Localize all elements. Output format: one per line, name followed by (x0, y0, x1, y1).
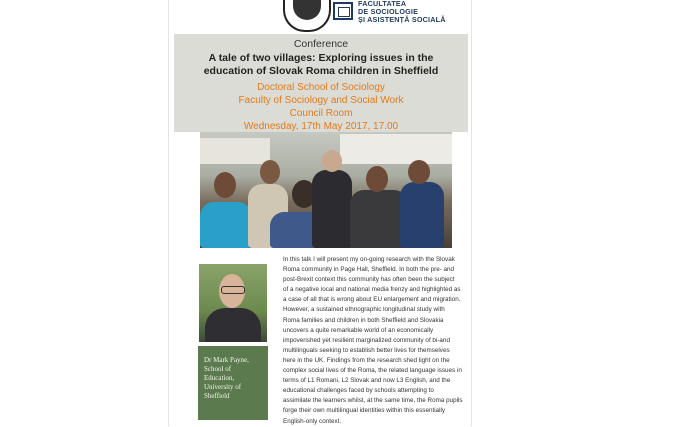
photo-head (260, 160, 280, 184)
photo-head (322, 150, 342, 172)
event-type: Conference (293, 38, 349, 50)
portrait-glasses (221, 286, 245, 294)
poster-page (168, 0, 472, 426)
event-title: A tale of two villages: Exploring issues in the education of Slovak Roma children in Sheffield (203, 52, 439, 77)
university-seal-logo (283, 0, 331, 32)
portrait-suit (205, 308, 261, 342)
photo-building (200, 138, 270, 164)
organizer-school: Doctoral School of Sociology (257, 82, 385, 93)
photo-person (312, 170, 352, 248)
speaker-portrait (199, 264, 267, 342)
speaker-caption: Dr Mark Payne, School of Education, University of Sheffield (198, 346, 268, 420)
event-venue: Council Room (289, 108, 353, 119)
faculty-logo-icon (333, 2, 353, 20)
photo-person (200, 202, 252, 248)
event-header (174, 34, 468, 132)
seal-emblem (293, 0, 321, 20)
talk-abstract: In this talk I will present my on-going research with the Slovak Roma community in Page Hall, Sheffield. In both the pre- and post-Brexit context this community has often been the subject of a negative local and national media frenzy and highlighted as a case of all that is wrong about EU enlargement and migration. However, a sustained ethnographic longitudinal study with Roma families and children in both Sheffield and Slovakia uncovers a quite remarkable world of an economically impoverished yet resilient marginalized community of bi-and multilinguals seeking to establish better lives for themselves here in the UK. Findings from the research shed light on the complex social lives of the Roma, the related language issues in terms of L1 Romani, L2 Slovak and now L3 English, and the educational challenges faced by schools attempting to assimilate the learners whilst, at the same time, the Roma pupils forge their own multilingual identities within this essentially English-only context. (283, 256, 463, 425)
organizer-faculty: Faculty of Sociology and Social Work (238, 95, 404, 106)
group-photo (200, 132, 452, 248)
logo-area (283, 0, 446, 30)
photo-head (408, 160, 430, 184)
photo-person (400, 182, 444, 248)
photo-head (366, 166, 388, 192)
faculty-name: FACULTATEA DE SOCIOLOGIE ȘI ASISTENȚĂ SOCIALĂ (358, 0, 446, 24)
photo-building (340, 134, 452, 164)
photo-head (214, 172, 236, 198)
event-datetime: Wednesday, 17th May 2017, 17.00 (243, 121, 399, 132)
